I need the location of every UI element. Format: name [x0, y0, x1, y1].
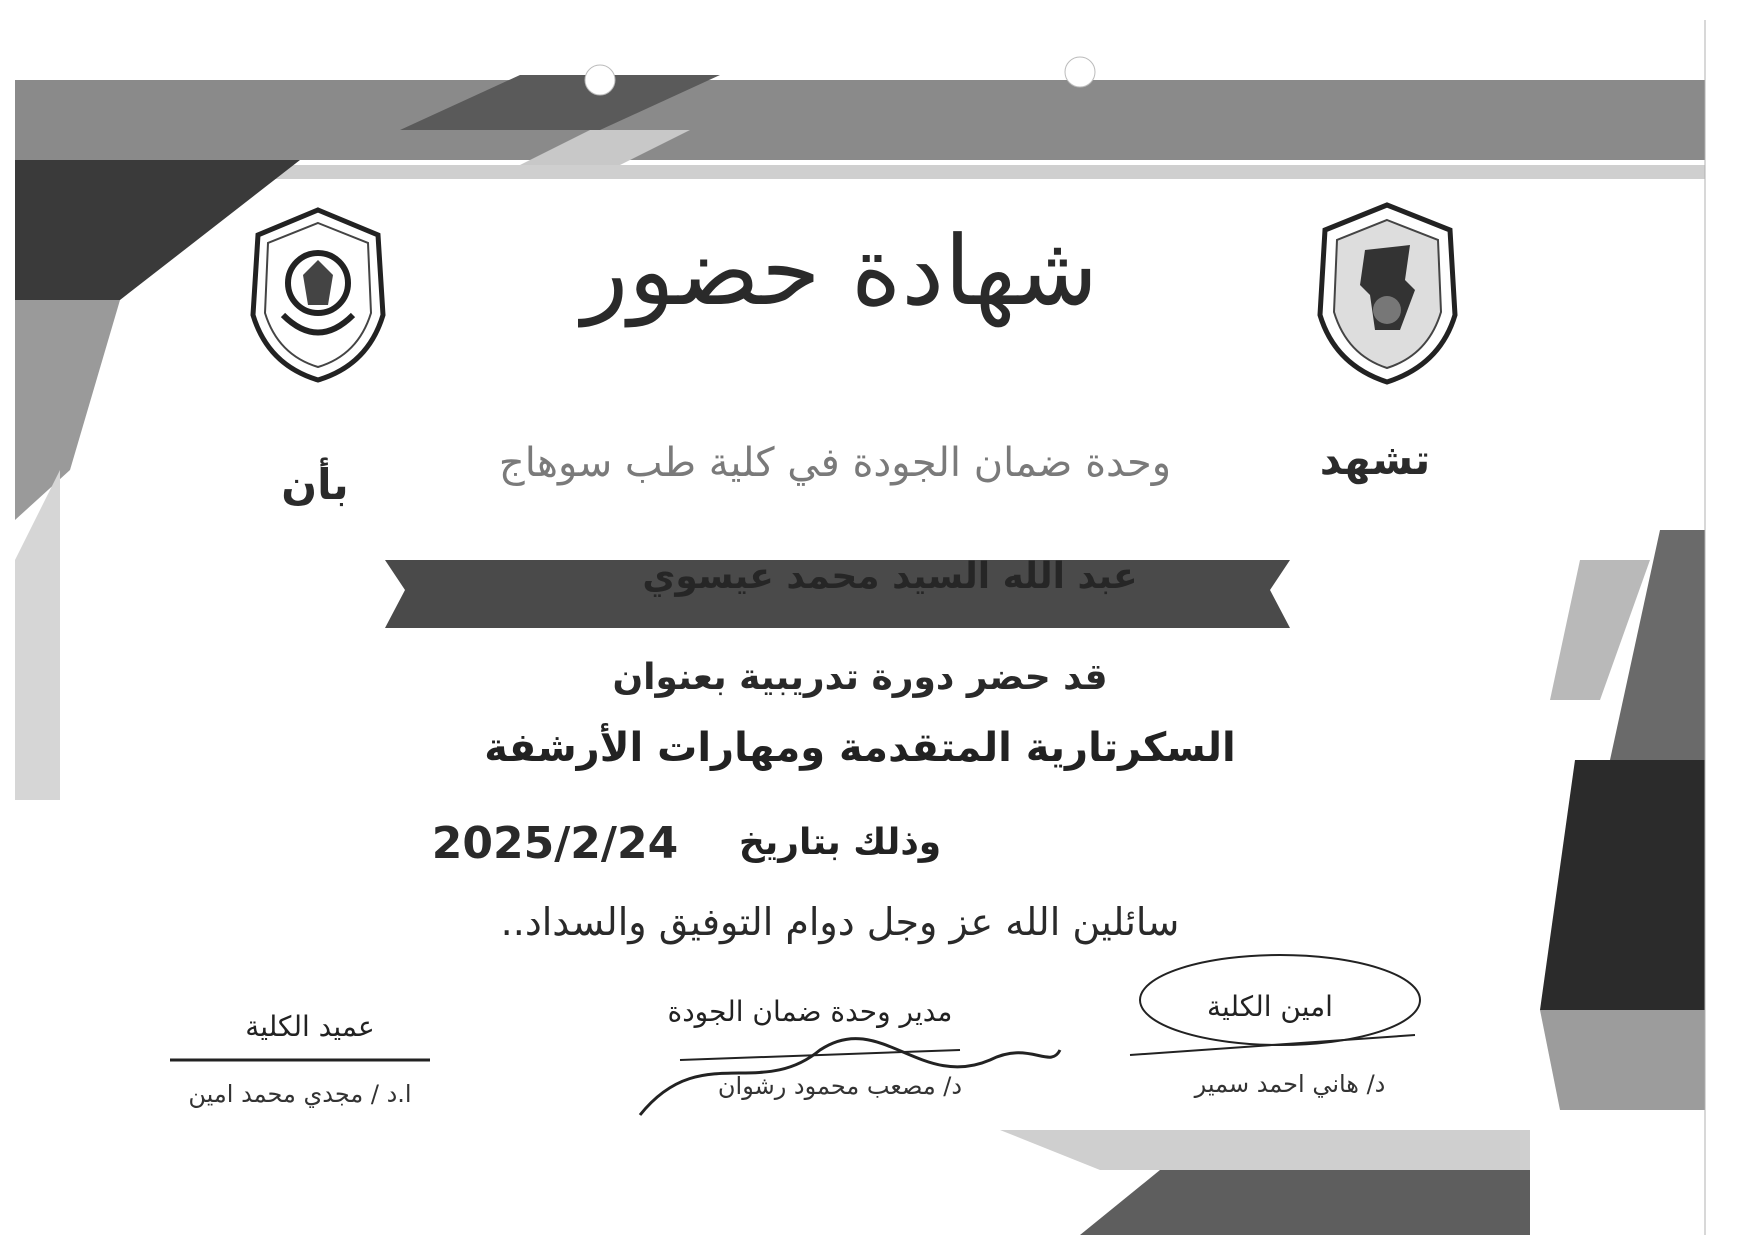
issuer-unit: وحدة ضمان الجودة في كلية طب سوهاج: [498, 440, 1172, 486]
dean-title: عميد الكلية: [245, 1010, 375, 1043]
closing-text: سائلين الله عز وجل دوام التوفيق والسداد..: [500, 900, 1180, 944]
date-label: وذلك بتاريخ: [738, 822, 942, 863]
right-band-dark: [1540, 760, 1705, 1010]
bottom-wedge-dark: [1080, 1170, 1530, 1235]
attended-text: قد حضر دورة تدريبية بعنوان: [612, 657, 1108, 698]
faculty-of-medicine-emblem-icon: [248, 205, 388, 385]
punch-hole-right: [1065, 57, 1095, 87]
witness-label: تشهد: [1319, 435, 1431, 484]
bottom-wedge-light: [1000, 1130, 1530, 1170]
qa-director-title: مدير وحدة ضمان الجودة: [667, 995, 953, 1028]
that-label: بأن: [281, 460, 349, 509]
qa-director-name: د/ مصعب محمود رشوان: [717, 1072, 963, 1100]
left-wedge-mid: [15, 300, 120, 520]
sohag-university-emblem-icon: [1315, 200, 1460, 390]
recipient-name: عبد الله السيد محمد عيسوي: [642, 556, 1138, 597]
secretary-title: امين الكلية: [1207, 990, 1333, 1023]
date-value: 2025/2/24: [431, 818, 679, 869]
dean-name: ا.د / مجدي محمد امين: [188, 1080, 412, 1108]
certificate-title: شهادة حضور: [581, 215, 1099, 327]
punch-hole-left: [585, 65, 615, 95]
right-band-light: [1540, 1010, 1705, 1110]
course-title: السكرتارية المتقدمة ومهارات الأرشفة: [484, 725, 1236, 771]
secretary-name: د/ هاني احمد سمير: [1194, 1070, 1386, 1098]
left-wedge-bottom: [15, 470, 60, 800]
top-band: [15, 80, 1705, 160]
